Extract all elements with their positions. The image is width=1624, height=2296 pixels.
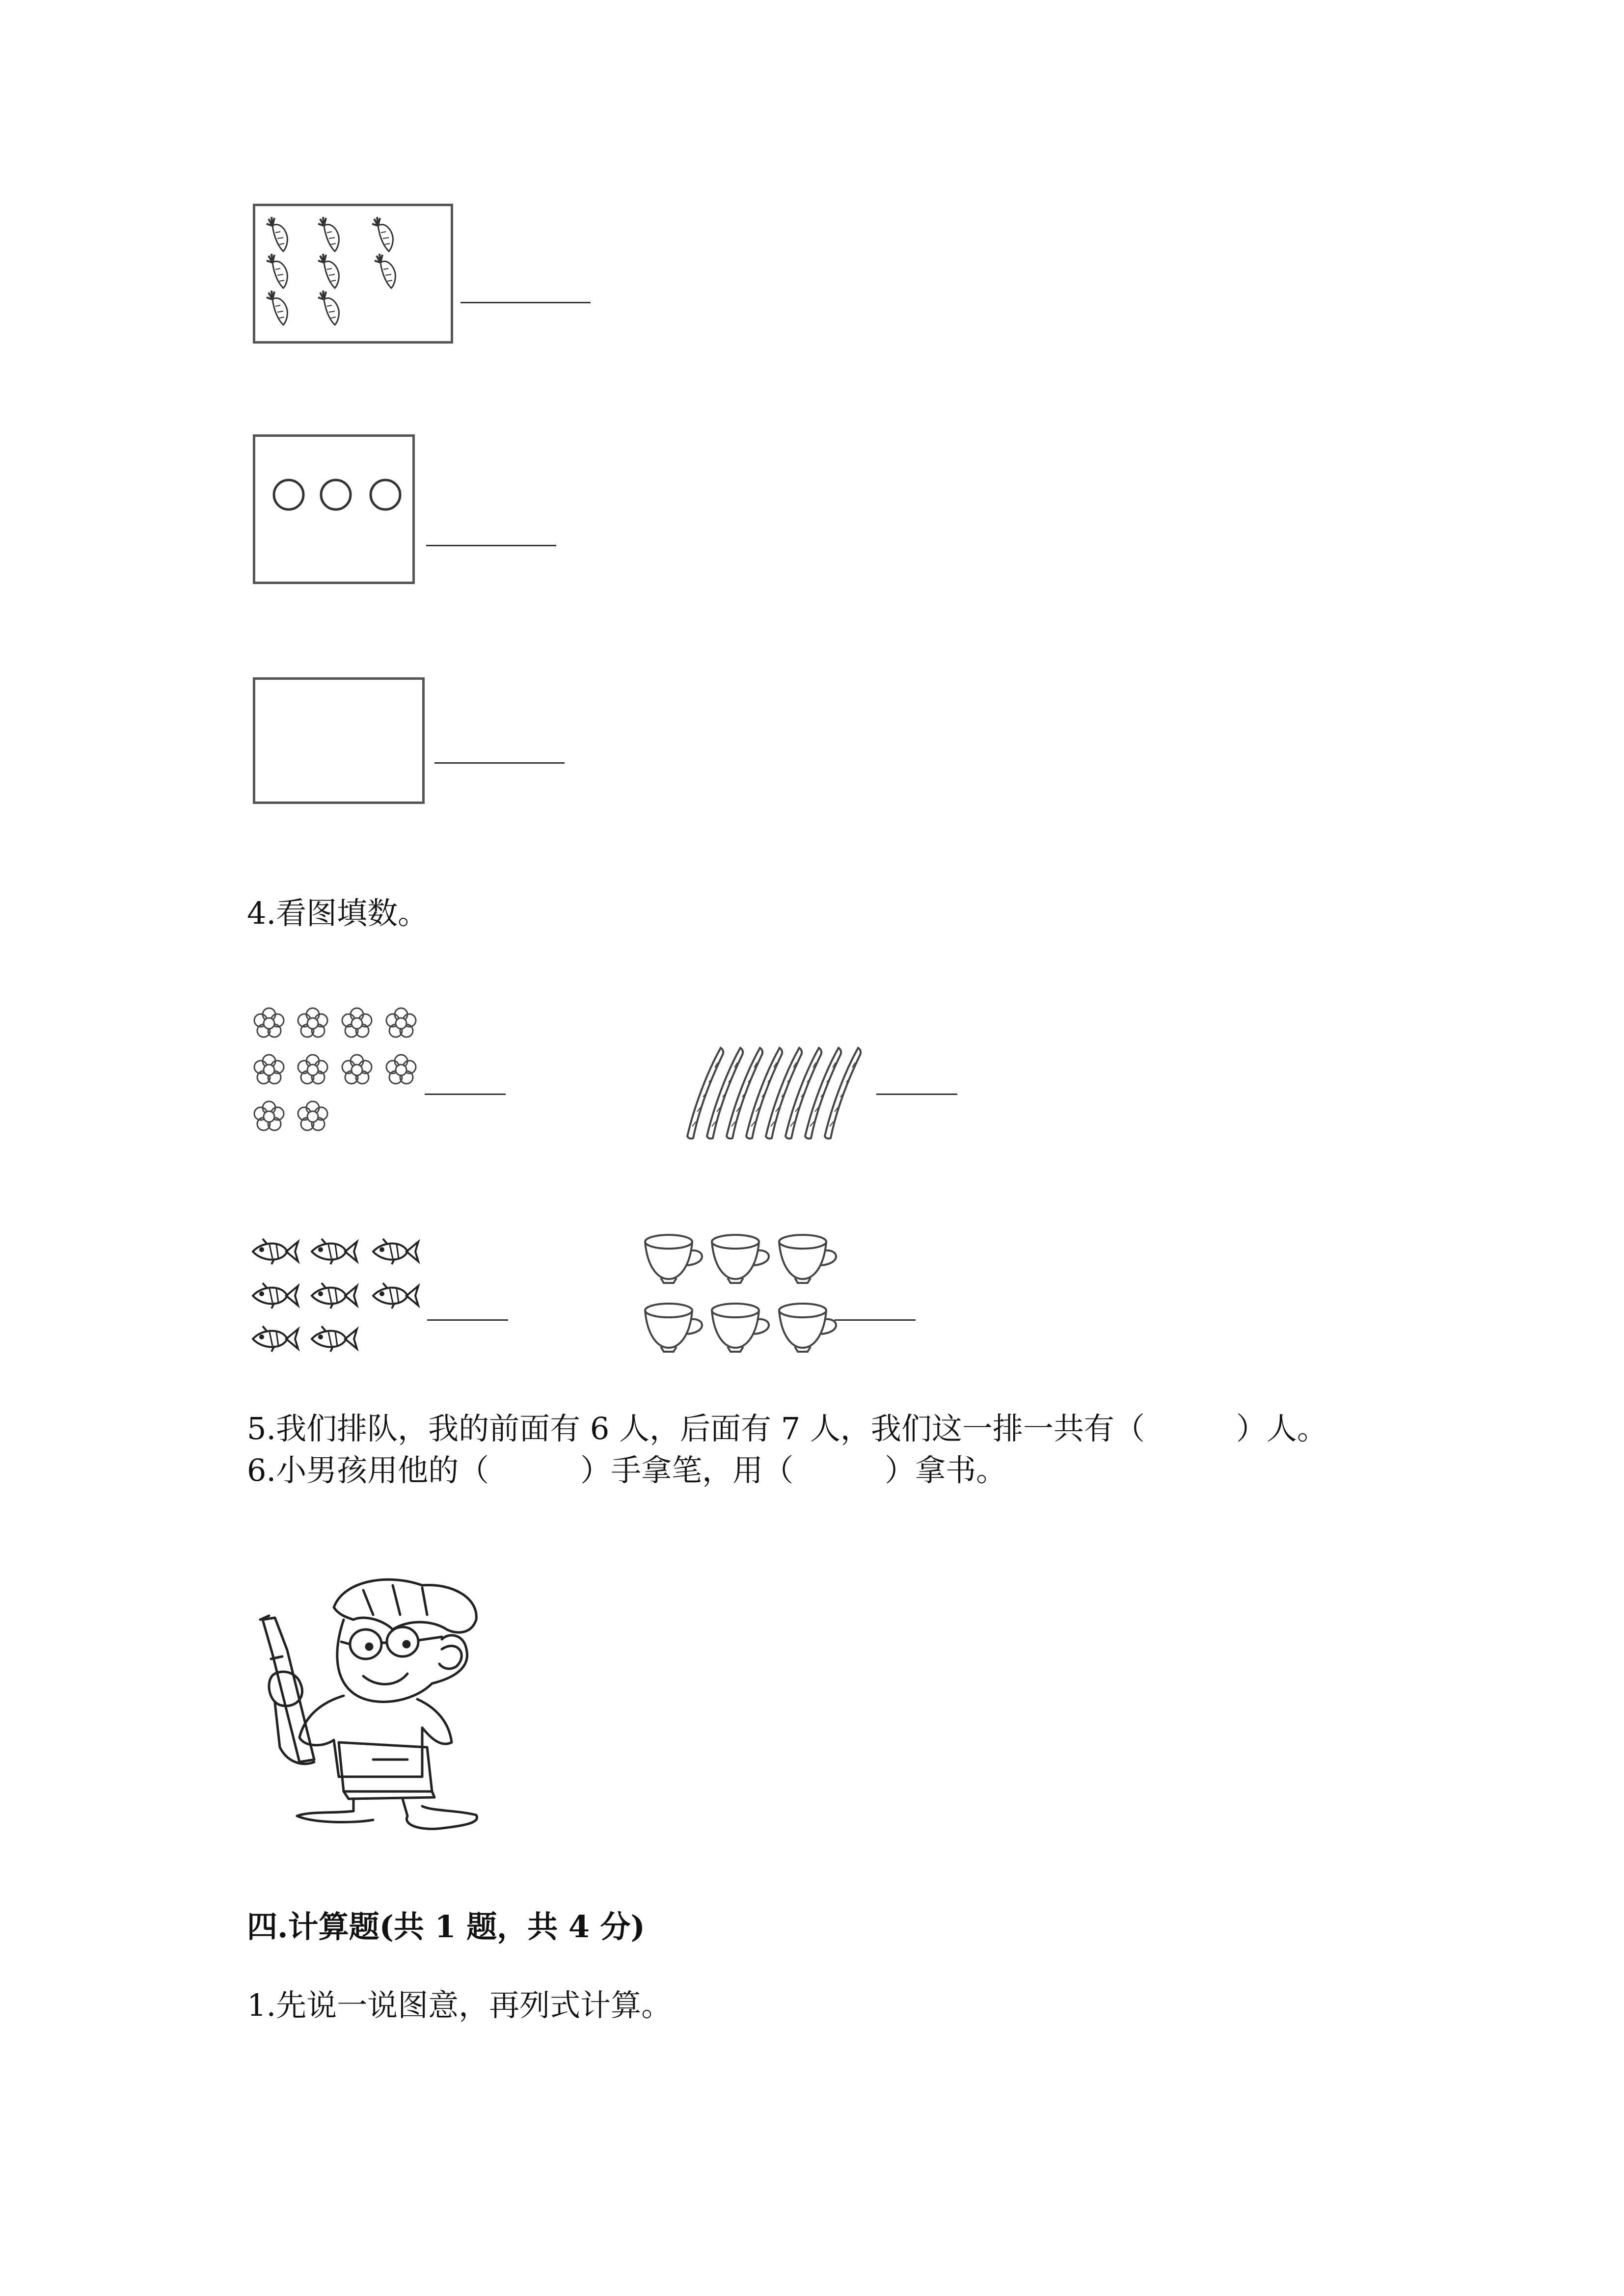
calc-question-1-text: 1.先说一说图意，再列式计算。: [247, 1987, 672, 2023]
question-4-label: 4.看图填数。: [247, 895, 429, 931]
question-6-text: 6.小男孩用他的（ ）手拿笔，用（ ）拿书。: [247, 1452, 1007, 1488]
section-4-heading: 四.计算题(共 1 题，共 4 分): [247, 1909, 645, 1945]
question-5-text: 5.我们排队，我的前面有 6 人，后面有 7 人，我们这一排一共有（ ）人。: [247, 1411, 1327, 1446]
